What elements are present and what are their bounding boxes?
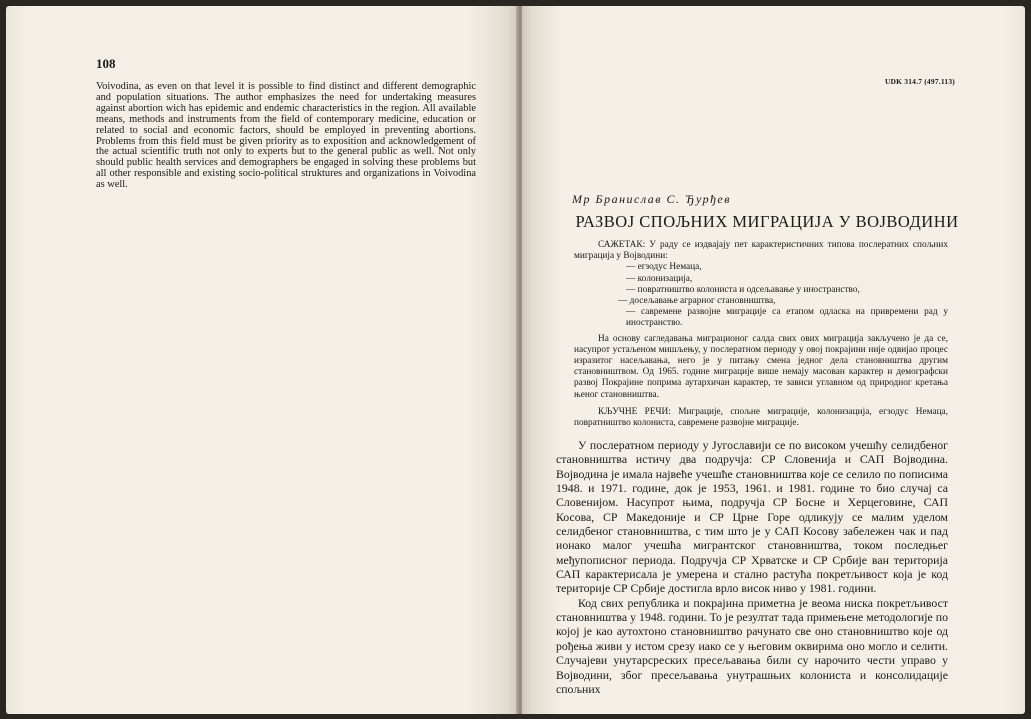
abstract-paragraph: На основу сагледавања миграционог салда свих ових миграција закључено је да се, насупрот устаљеном мишљењу, у послератном периоду у овој покрајини није одвијао процес изразитог насељавања, него је у питању смена једног дела становништва другим становништвом. Од 1965. године миграције више немају масован карактер и демографски развој Покрајине поприма аутархичан карактер, те зависи углавном од природног кретања њеног становништва. <box>574 333 948 400</box>
abstract-list-item: — егзодус Немаца, <box>626 262 702 273</box>
page-number: 108 <box>96 56 116 71</box>
english-summary-paragraph: Voivodina, as even on that level it is possible to find distinct and different demographic and population situations. The author emphasizes the need for undertaking measures against abortion wich has epidemic and endemic characteristics in the region. All available means, methods and instruments from the field of contemporary medicine, education or related to social and economic factors, should be employed in preventing abortions. Problems from this field must be given priority as to exposition and acknowledgement of the actual scientific truth not only to experts but to the general public as well. Not only should public health services and demographers be engaged in solving these problems but all other responsible and existing socio-political struktures and organizations in Voivodina as well. <box>96 81 476 191</box>
left-page <box>6 6 518 714</box>
abstract-keywords: КЉУЧНЕ РЕЧИ: Миграције, спољне миграције, колонизација, егзодус Немаца, повратништво колониста, савремене развојне миграције. <box>574 406 948 429</box>
article-abstract <box>574 240 948 429</box>
article-body <box>556 438 948 696</box>
abstract-list-item: — повратништво колониста и одсељавање у иностранство, <box>626 284 860 295</box>
article-author: Мр Бранислав С. Ђурђев <box>572 192 731 206</box>
abstract-list-item: — колонизација, <box>626 273 693 284</box>
body-paragraph: У послератном периоду у Југославији се по високом учешћу селидбеног становништва истичу два подручја: СР Словенија и САП Војводина. Војводина је имала највеће учешће становништва које се селило по пописима 1948. и 1971. године, док је 1953, 1961. и 1981. године то био случај са Словенијом. Насупрот њима, подручја СР Босне и Херцеговине, САП Косова, СР Македоније и СР Црне Горе одликују се малим уделом селидбеног становништва, с тим што је у САП Косову забележен чак и пад ионако малог учешћа мигрантског становништва, током последњег међупописног периода. Подручја СР Хрватске и СР Србије ван територија САП карактерисала је умерена и стално растућа покретљивост која је код територије СР Србије достигла врло висок ниво у 1981. години. <box>556 438 948 596</box>
abstract-list-item: — досељавање аграрног становништва, <box>618 296 776 307</box>
abstract-intro: САЖЕТАК: У раду се издвајају пет карактеристичних типова послератних спољних миграција у Војводини: <box>574 240 948 262</box>
abstract-list-item: — савремене развојне миграције са етапом одласка на привремени рад у иностранство. <box>626 307 948 329</box>
article-title: РАЗВОЈ СПОЉНИХ МИГРАЦИЈА У ВОЈВОДИНИ <box>575 212 959 231</box>
body-paragraph: Код свих република и покрајина приметна је веома ниска покретљивост становништва у 1948. години. То је резултат тада примењене методологије по којој је као аутохтоно становништво рачунато све оно становништво које од рођења живи у истом срезу иако се у његовим оквирима оно могло и селити. Случајеви унутарсреских пресељавања били су нарочито чести управо у Војводини, због пресељавања унутрашњих колониста и консолидације спољних <box>556 595 948 696</box>
udk-classification: UDK 314.7 (497.113) <box>884 77 955 86</box>
